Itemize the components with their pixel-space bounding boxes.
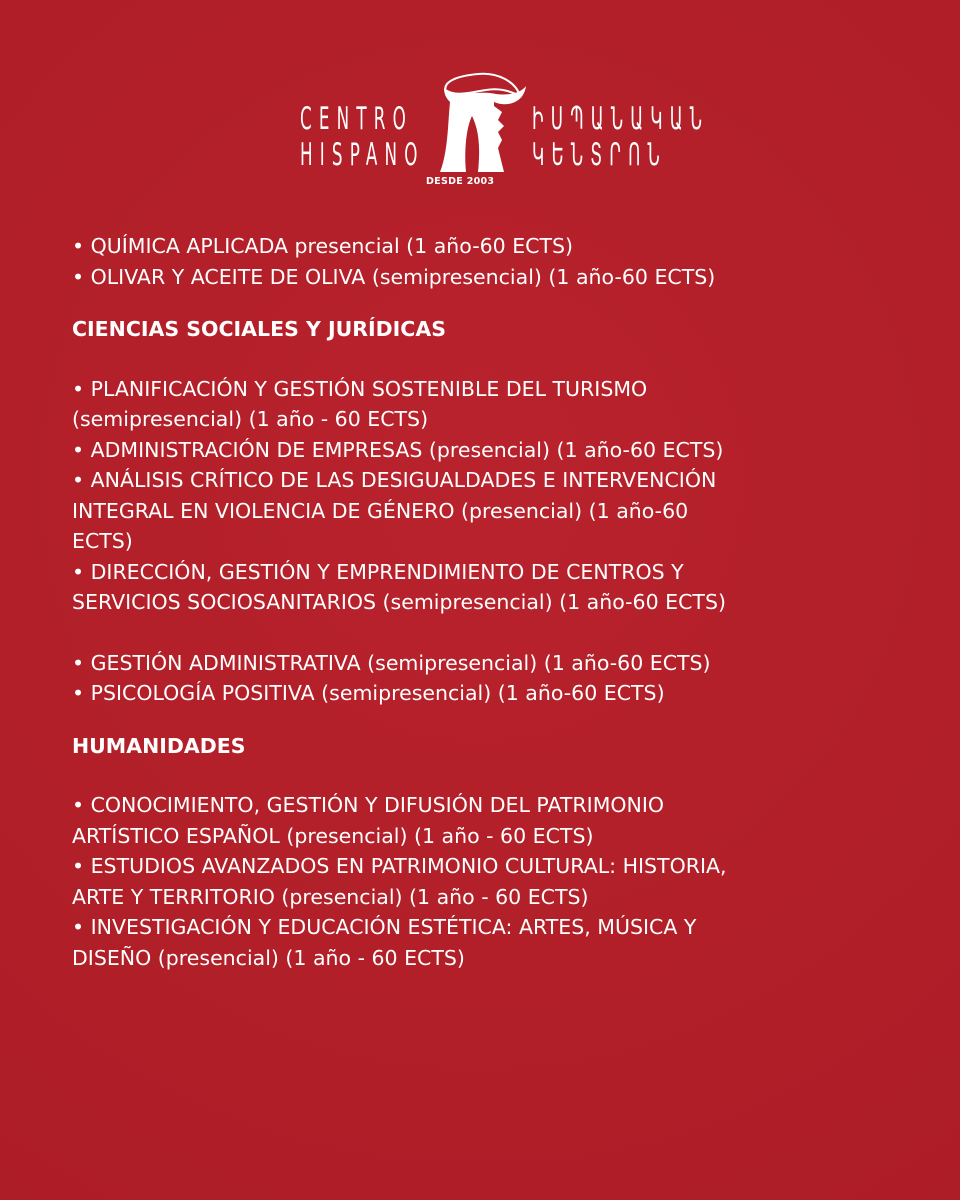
- program-item-line: ECTS): [72, 529, 133, 553]
- program-item: [72, 262, 892, 293]
- program-item: [72, 231, 892, 262]
- program-item-line: SERVICIOS SOCIOSANITARIOS (semipresencial) (1 año-60 ECTS): [72, 590, 726, 614]
- program-item-line: DISEÑO (presencial) (1 año - 60 ECTS): [72, 945, 465, 970]
- program-item: [72, 790, 892, 851]
- program-item-line: • PLANIFICACIÓN Y GESTIÓN SOSTENIBLE DEL TURISMO: [72, 376, 648, 401]
- section: [72, 731, 892, 974]
- section: [72, 314, 892, 709]
- logo-text-hispano: HISPANO: [300, 137, 425, 173]
- program-item: [72, 912, 892, 973]
- program-item: [72, 678, 892, 709]
- program-item: [72, 557, 892, 618]
- logo-text-centro: CENTRO: [300, 101, 413, 137]
- program-item-line: (semipresencial) (1 año - 60 ECTS): [72, 407, 429, 431]
- logo-tagline: DESDE 2003: [426, 176, 495, 187]
- section-heading: HUMANIDADES: [72, 733, 246, 758]
- logo-text-armenian-2: ԿԵՆՏՐՈՆ: [532, 137, 667, 173]
- program-item-line: • ESTUDIOS AVANZADOS EN PATRIMONIO CULTURAL: HISTORIA,: [72, 854, 727, 878]
- program-item-line: • OLIVAR Y ACEITE DE OLIVA (semipresencial) (1 año-60 ECTS): [72, 264, 716, 289]
- program-item-line: • GESTIÓN ADMINISTRATIVA (semipresencial) (1 año-60 ECTS): [72, 650, 711, 675]
- spacer: [72, 618, 892, 648]
- program-item: [72, 648, 892, 679]
- program-list: [72, 231, 892, 973]
- logo-text-armenian-1: ԻՍՊԱՆԱԿԱՆ: [532, 101, 710, 137]
- program-item: [72, 374, 892, 435]
- program-item-line: • ADMINISTRACIÓN DE EMPRESAS (presencial) (1 año-60 ECTS): [72, 437, 724, 462]
- program-item-line: • DIRECCIÓN, GESTIÓN Y EMPRENDIMIENTO DE CENTROS Y: [72, 559, 684, 584]
- program-item: [72, 851, 892, 912]
- program-item-line: ARTE Y TERRITORIO (presencial) (1 año - 60 ECTS): [72, 884, 589, 909]
- program-item-line: • INVESTIGACIÓN Y EDUCACIÓN ESTÉTICA: ARTES, MÚSICA Y: [72, 915, 697, 939]
- program-item: [72, 465, 892, 557]
- program-item-line: • CONOCIMIENTO, GESTIÓN Y DIFUSIÓN DEL PATRIMONIO: [72, 793, 665, 817]
- program-item-line: INTEGRAL EN VIOLENCIA DE GÉNERO (presencial) (1 año-60: [72, 498, 689, 523]
- arch-profile-emblem-icon: [438, 72, 528, 177]
- centro-hispano-logo: [296, 72, 710, 192]
- program-item-line: • QUÍMICA APLICADA presencial (1 año-60 ECTS): [72, 234, 573, 258]
- section-heading: CIENCIAS SOCIALES Y JURÍDICAS: [72, 317, 446, 341]
- section: [72, 231, 892, 292]
- program-item-line: ARTÍSTICO ESPAÑOL (presencial) (1 año - 60 ECTS): [72, 823, 594, 848]
- program-item-line: • ANÁLISIS CRÍTICO DE LAS DESIGUALDADES E INTERVENCIÓN: [72, 468, 717, 492]
- program-item-line: • PSICOLOGÍA POSITIVA (semipresencial) (1 año-60 ECTS): [72, 681, 665, 705]
- program-item: [72, 435, 892, 466]
